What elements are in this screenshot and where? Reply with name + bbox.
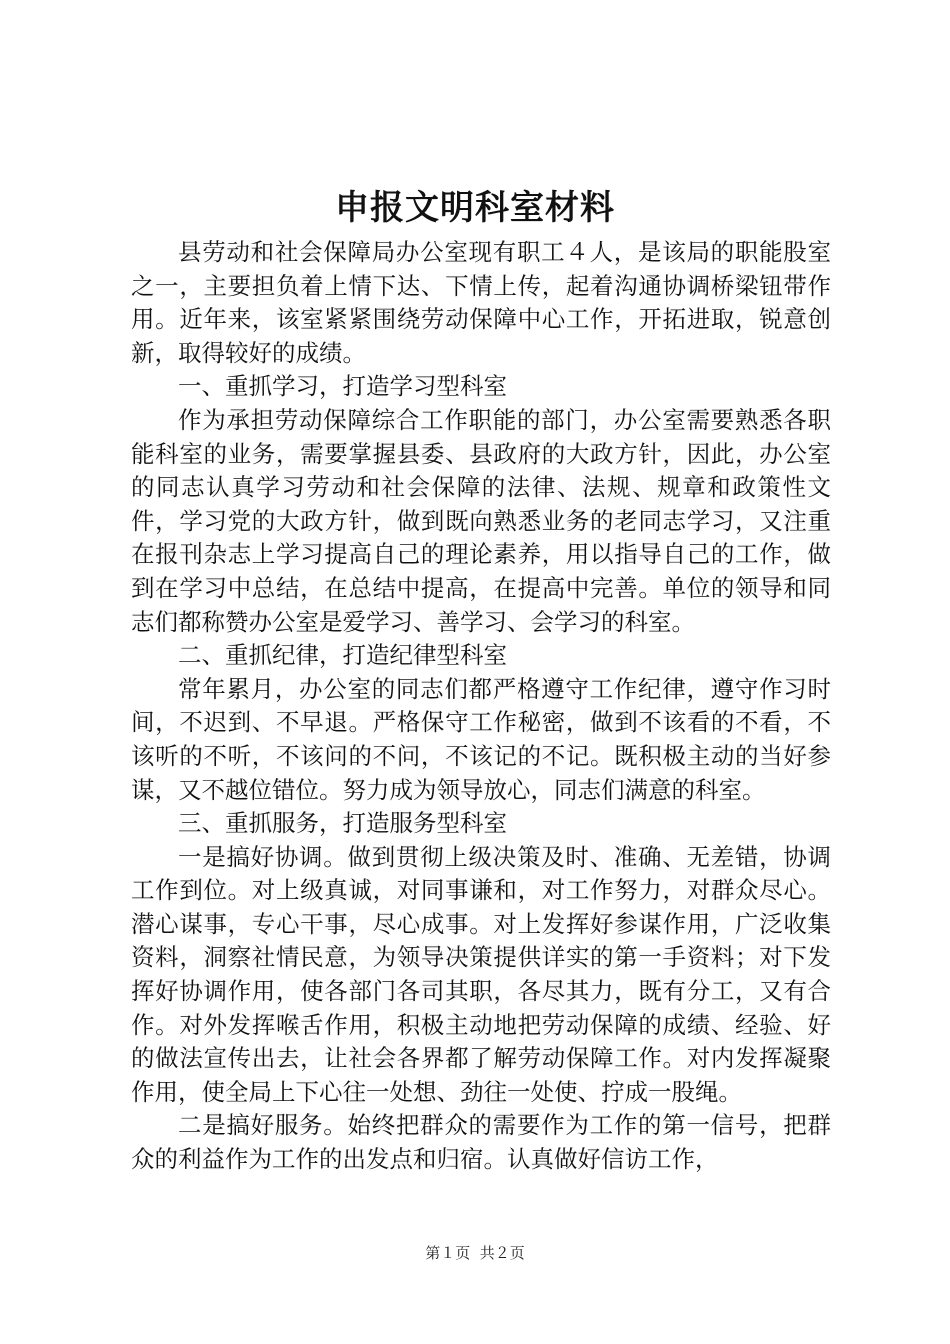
study-paragraph: 作为承担劳动保障综合工作职能的部门，办公室需要熟悉各职能科室的业务，需要掌握县委、县政府的大政方针，因此，办公室的同志认真学习劳动和社会保障的法律、法规、规章和政策性文件，学习党的大政方针，做到既向熟悉业务的老同志学习，又注重在报刊杂志上学习提高自己的理论素养，用以指导自己的工作，做到在学习中总结，在总结中提高，在提高中完善。单位的领导和同志们都称赞办公室是爱学习、善学习、会学习的科室。	[131, 405, 831, 636]
page-footer	[0, 1243, 950, 1263]
coordination-paragraph: 一是搞好协调。做到贯彻上级决策及时、准确、无差错，协调工作到位。对上级真诚，对同事谦和，对工作努力，对群众尽心。潜心谋事，专心干事，尽心成事。对上发挥好参谋作用，广泛收集资料，洞察社情民意，为领导决策提供详实的第一手资料；对下发挥好协调作用，使各部门各司其职，各尽其力，既有分工，又有合作。对外发挥喉舌作用，积极主动地把劳动保障的成绩、经验、好的做法宣传出去，让社会各界都了解劳动保障工作。对内发挥凝聚作用，使全局上下心往一处想、劲往一处使、拧成一股绳。	[131, 842, 831, 1106]
intro-paragraph: 县劳动和社会保障局办公室现有职工４人，是该局的职能股室之一，主要担负着上情下达、下情上传，起着沟通协调桥梁钮带作用。近年来，该室紧紧围绕劳动保障中心工作，开拓进取，锐意创新，取得较好的成绩。	[131, 238, 831, 367]
section-heading-service: 三、重抓服务，打造服务型科室	[178, 809, 507, 838]
service-paragraph: 二是搞好服务。始终把群众的需要作为工作的第一信号，把群众的利益作为工作的出发点和归宿。认真做好信访工作，	[131, 1111, 831, 1174]
section-heading-discipline: 二、重抓纪律，打造纪律型科室	[178, 641, 507, 670]
discipline-paragraph: 常年累月，办公室的同志们都严格遵守工作纪律，遵守作习时间，不迟到、不早退。严格保守工作秘密，做到不该看的不看，不该听的不听，不该问的不问，不该记的不记。既积极主动的当好参谋，又不越位错位。努力成为领导放心，同志们满意的科室。	[131, 674, 831, 804]
document-title: 申报文明科室材料	[335, 188, 615, 228]
page-number: 第１页	[425, 1244, 471, 1262]
document-body	[131, 236, 831, 1177]
page-total: 共２页	[479, 1244, 525, 1262]
section-heading-study: 一、重抓学习，打造学习型科室	[178, 372, 507, 401]
